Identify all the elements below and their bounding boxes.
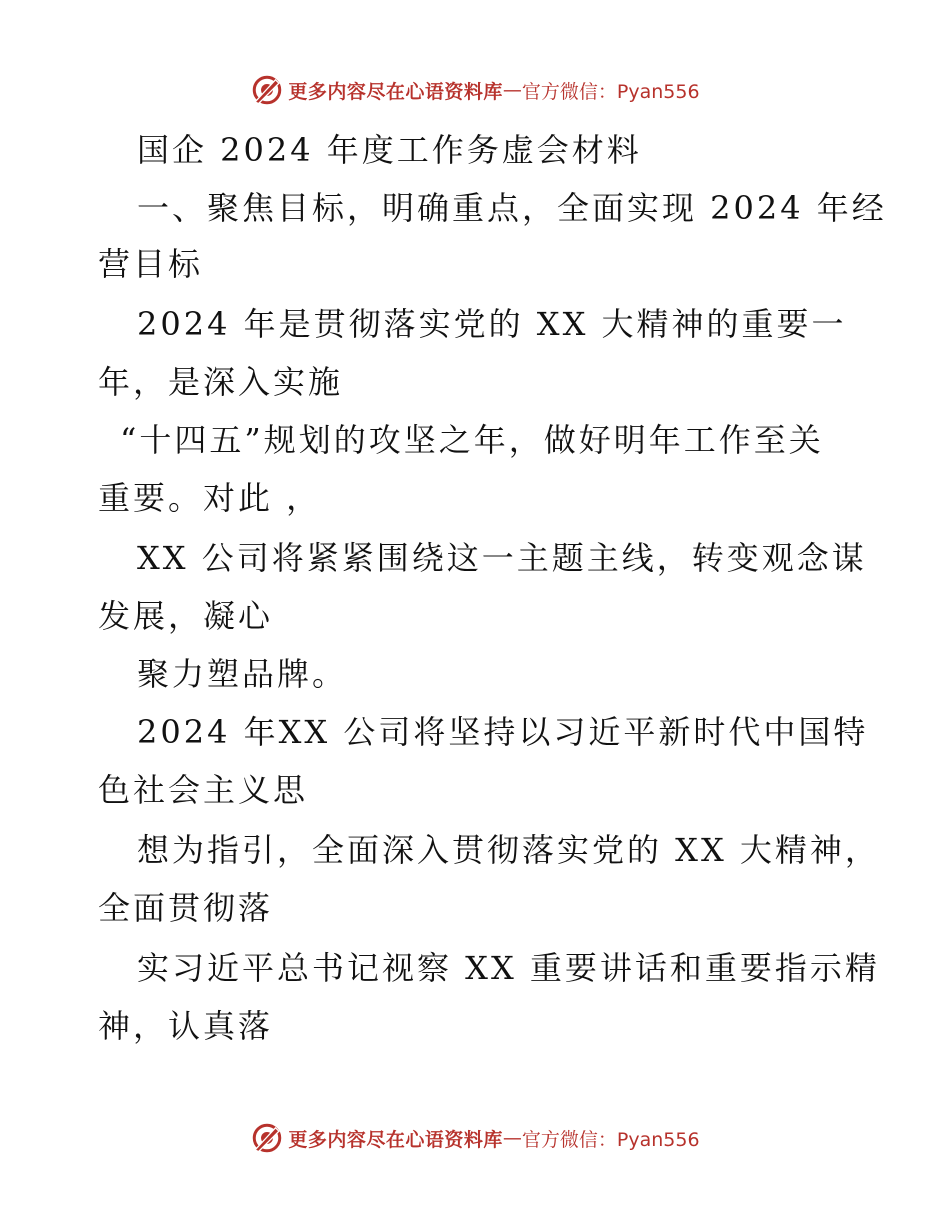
footer-banner bbox=[0, 1118, 950, 1158]
text-line: 神，认真落 bbox=[98, 1007, 274, 1045]
text-line: 2024 年是贯彻落实党的 XX 大精神的重要一 bbox=[137, 305, 847, 343]
banner-title: 更多内容尽在心语资料库 bbox=[288, 1128, 503, 1151]
banner-wechat: 官方微信：Pyan556 bbox=[521, 80, 700, 103]
text-line: 全面贯彻落 bbox=[98, 889, 274, 927]
banner-separator: — bbox=[502, 1127, 522, 1149]
text-line: 重要。对此 ， bbox=[98, 479, 322, 517]
text-line: XX 公司将紧紧围绕这一主题主线，转变观念谋 bbox=[137, 539, 867, 577]
text-line: 色社会主义思 bbox=[98, 771, 309, 809]
text-line: 想为指引，全面深入贯彻落实党的 XX 大精神， bbox=[137, 831, 880, 869]
document-title: 国企 2024 年度工作务虚会材料 bbox=[137, 131, 642, 169]
header-banner bbox=[0, 70, 950, 110]
banner-separator: — bbox=[502, 79, 522, 101]
text-line: “十四五”规划的攻坚之年，做好明年工作至关 bbox=[120, 421, 824, 459]
text-line: 聚力塑品牌。 bbox=[137, 655, 348, 693]
text-line: 2024 年XX 公司将坚持以习近平新时代中国特 bbox=[137, 713, 869, 751]
text-line: 年，是深入实施 bbox=[98, 363, 344, 401]
banner-wechat: 官方微信：Pyan556 bbox=[521, 1128, 700, 1151]
pen-logo-icon bbox=[250, 1121, 284, 1155]
text-line: 发展，凝心 bbox=[98, 597, 274, 635]
heading-line: 一、聚焦目标，明确重点，全面实现 2024 年经 bbox=[137, 189, 887, 227]
text-line: 实习近平总书记视察 XX 重要讲话和重要指示精 bbox=[137, 949, 880, 987]
banner-title: 更多内容尽在心语资料库 bbox=[288, 80, 503, 103]
pen-logo-icon bbox=[250, 73, 284, 107]
text-line: 营目标 bbox=[98, 245, 204, 283]
